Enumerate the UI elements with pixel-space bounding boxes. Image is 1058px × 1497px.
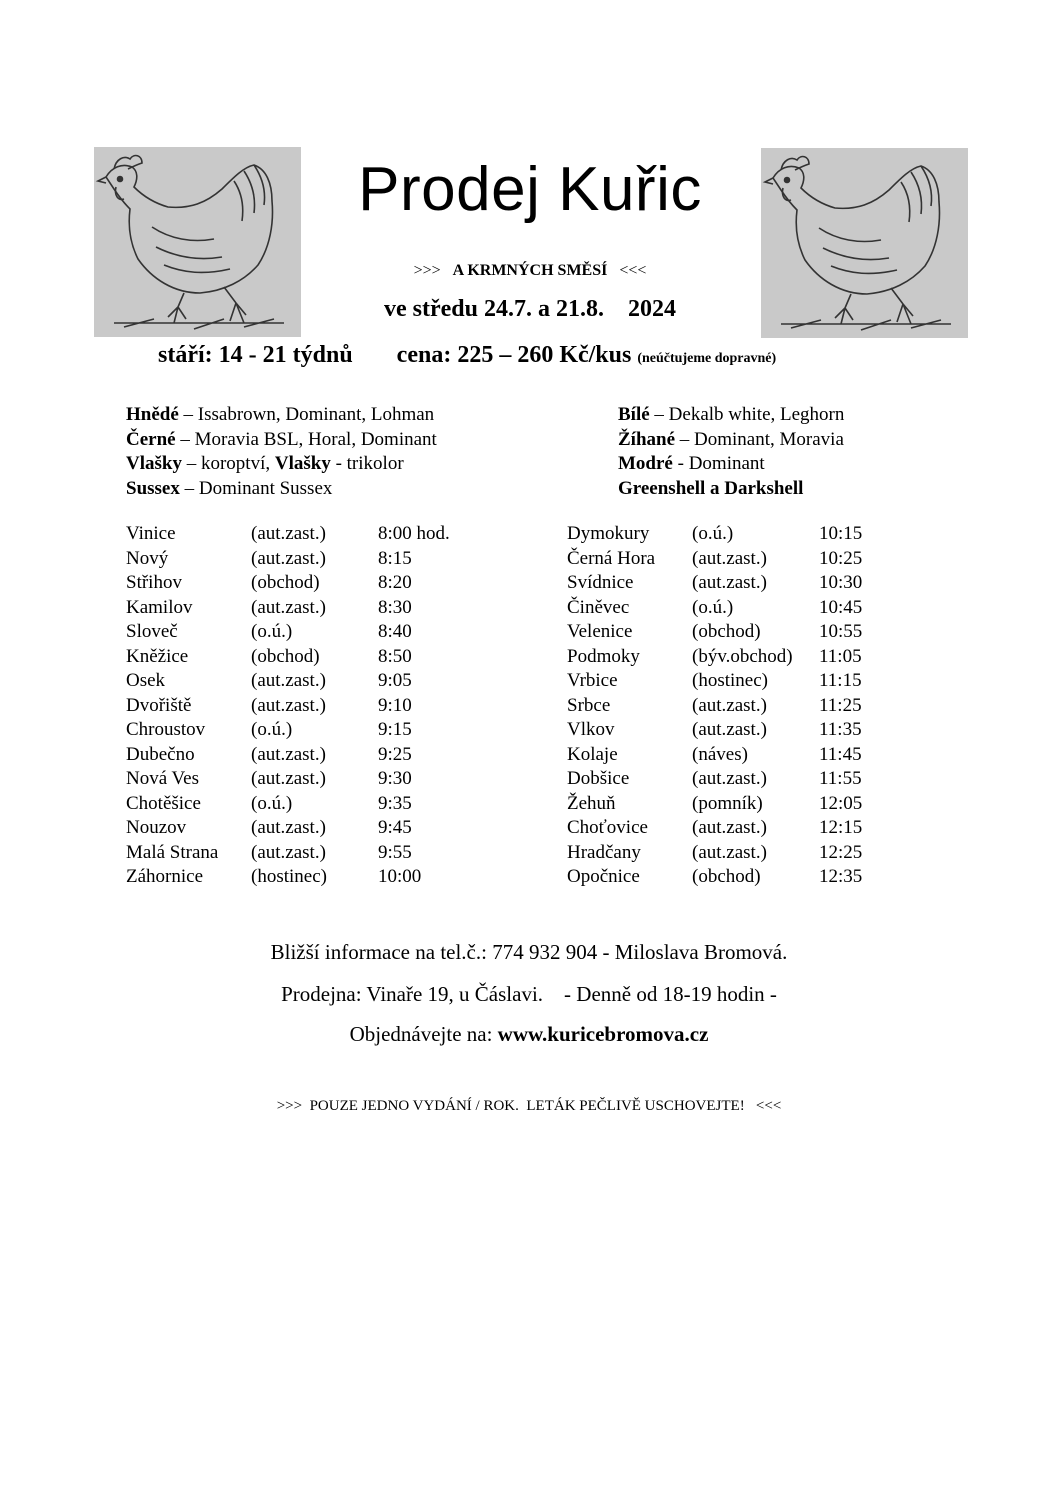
stop-location: (aut.zast.) (692, 841, 767, 863)
breed-row (618, 428, 844, 453)
stop-location: (aut.zast.) (251, 694, 326, 716)
stop-location: (obchod) (251, 645, 320, 667)
subtitle-text: A KRMNÝCH SMĚSÍ (452, 262, 608, 279)
stop-time: 8:15 (378, 547, 412, 569)
schedule-row (567, 669, 967, 694)
stop-place: Nový (126, 547, 169, 569)
stop-time: 10:15 (819, 523, 863, 544)
stop-place: Dvořiště (126, 694, 192, 716)
schedule-row (567, 571, 967, 596)
stop-place: Vrbice (567, 670, 618, 691)
breed-row (618, 452, 844, 477)
stop-location: (hostinec) (251, 866, 327, 887)
stop-place: Střihov (126, 572, 182, 593)
schedule-row (126, 718, 526, 743)
stop-place: Svídnice (567, 572, 634, 593)
schedule-row (567, 620, 967, 645)
stop-place: Žehuň (567, 792, 616, 814)
breed-separator: – (175, 428, 195, 450)
stop-time: 9:55 (378, 841, 412, 863)
breed-description: Dominant (688, 453, 765, 474)
schedule-row (126, 865, 526, 890)
breed-name: Žíhané (618, 428, 676, 450)
stop-location: (aut.zast.) (251, 670, 326, 691)
stop-location: (o.ú.) (251, 621, 293, 642)
hen-illustration-left (94, 147, 301, 337)
stop-time: 9:10 (378, 694, 412, 716)
schedule-row (126, 743, 526, 768)
stop-location: (náves) (692, 743, 748, 765)
stop-place: Dobšice (567, 768, 630, 789)
breed-name: Vlašky (274, 453, 331, 474)
stop-time: 8:20 (378, 572, 412, 593)
breed-row (126, 452, 437, 477)
sale-dates: ve středu 24.7. a 21.8. 2024 (384, 296, 676, 322)
stop-place: Záhornice (126, 866, 204, 887)
stop-location: (pomník) (692, 792, 763, 814)
schedule-row (126, 645, 526, 670)
stop-time: 8:00 hod. (378, 523, 450, 544)
stop-place: Činěvec (567, 596, 630, 618)
stop-location: (aut.zast.) (251, 523, 326, 544)
stop-location: (aut.zast.) (692, 572, 767, 593)
stop-place: Dymokury (567, 523, 650, 544)
schedule-row (126, 669, 526, 694)
stop-time: 8:50 (378, 645, 412, 667)
hen-icon (94, 147, 301, 337)
website-link[interactable]: www.kuricebromova.cz (497, 1022, 709, 1046)
schedule-row (126, 522, 526, 547)
stop-location: (hostinec) (692, 670, 768, 691)
breed-description: Dominant, Moravia (694, 428, 844, 450)
stop-place: Dubečno (126, 743, 195, 765)
order-info (0, 1022, 1058, 1047)
price-note: (neúčtujeme dopravné) (637, 351, 777, 366)
price-text: cena: 225 – 260 Kč/kus (396, 342, 632, 368)
hen-illustration-right (761, 148, 968, 338)
stop-place: Srbce (567, 694, 611, 716)
stop-location: (aut.zast.) (692, 547, 767, 569)
subtitle (300, 262, 760, 280)
stop-place: Opočnice (567, 866, 640, 887)
stop-location: (aut.zast.) (692, 817, 767, 838)
stop-place: Chroustov (126, 719, 206, 740)
stop-place: Chotěšice (126, 792, 201, 814)
stop-time: 11:35 (819, 719, 862, 740)
order-prefix: Objednávejte na: (349, 1022, 498, 1046)
stop-place: Osek (126, 670, 166, 691)
stop-location: (o.ú.) (692, 523, 734, 544)
stop-time: 12:15 (819, 817, 863, 838)
breed-name: Greenshell a Darkshell (618, 477, 804, 499)
stop-place: Kolaje (567, 743, 618, 765)
stop-place: Velenice (567, 621, 633, 642)
breeds-right (618, 403, 844, 501)
breed-name: Hnědé (126, 404, 179, 425)
stop-location: (o.ú.) (692, 596, 734, 618)
schedule-row (567, 792, 967, 817)
breed-row (126, 428, 437, 453)
schedule-row (567, 743, 967, 768)
phone-info: Bližší informace na tel.č.: 774 932 904 - Miloslava Bromová. (270, 940, 788, 964)
stop-time: 9:45 (378, 817, 412, 838)
breed-separator: – (649, 404, 669, 425)
stop-time: 10:55 (819, 621, 863, 642)
breeds-left (126, 403, 437, 501)
schedule-row (567, 547, 967, 572)
stop-time: 9:35 (378, 792, 412, 814)
breed-row (126, 403, 437, 428)
schedule-row (126, 694, 526, 719)
stop-place: Kněžice (126, 645, 189, 667)
breed-name: Vlašky (126, 453, 182, 474)
breed-description: - trikolor (330, 453, 404, 474)
schedule-row (126, 792, 526, 817)
stop-time: 10:45 (819, 596, 863, 618)
schedule-row (126, 547, 526, 572)
schedule-row (567, 841, 967, 866)
stop-time: 11:15 (819, 670, 862, 691)
schedule-row (567, 645, 967, 670)
breed-name: Bílé (618, 404, 650, 425)
stop-location: (býv.obchod) (692, 645, 793, 667)
stop-time: 10:30 (819, 572, 863, 593)
stop-location: (o.ú.) (251, 792, 293, 814)
stop-place: Hradčany (567, 841, 641, 863)
schedule-row (126, 841, 526, 866)
stop-time: 12:05 (819, 792, 863, 814)
stop-location: (aut.zast.) (251, 596, 326, 618)
stop-location: (o.ú.) (251, 719, 293, 740)
breed-description: koroptví, (200, 453, 275, 474)
stop-location: (obchod) (692, 621, 761, 642)
stop-time: 10:00 (378, 866, 422, 887)
stop-time: 9:25 (378, 743, 412, 765)
schedule-row (567, 596, 967, 621)
breed-description: Dominant Sussex (198, 477, 333, 499)
hen-icon (761, 148, 968, 338)
stop-time: 11:25 (819, 694, 862, 716)
schedule-row (126, 767, 526, 792)
stop-time: 11:45 (819, 743, 862, 765)
schedule-row (567, 767, 967, 792)
breed-name: Sussex (126, 477, 180, 499)
stop-location: (aut.zast.) (692, 768, 767, 789)
stop-location: (aut.zast.) (251, 817, 326, 838)
stop-time: 8:30 (378, 596, 412, 618)
schedule-right (567, 522, 967, 890)
stop-place: Vinice (126, 523, 176, 544)
breed-separator: – (178, 404, 198, 425)
subtitle-arrows-right: <<< (619, 262, 647, 279)
schedule-row (567, 522, 967, 547)
stop-time: 9:15 (378, 719, 412, 740)
stop-location: (aut.zast.) (251, 547, 326, 569)
schedule-row (126, 620, 526, 645)
age-price-line (120, 342, 980, 369)
breed-name: Modré (618, 453, 673, 474)
stop-time: 11:55 (819, 768, 862, 789)
breed-separator: – (179, 477, 199, 499)
breed-separator: - (672, 453, 689, 474)
breed-separator: – (181, 453, 201, 474)
footer-note: >>> POUZE JEDNO VYDÁNÍ / ROK. LETÁK PEČLIVĚ USCHOVEJTE! <<< (276, 1098, 782, 1114)
breed-row (618, 477, 844, 502)
schedule-row (567, 718, 967, 743)
breed-row (618, 403, 844, 428)
breed-description: Dekalb white, Leghorn (668, 404, 845, 425)
stop-place: Vlkov (567, 719, 615, 740)
stop-time: 10:25 (819, 547, 863, 569)
stop-place: Sloveč (126, 621, 178, 642)
breed-row (126, 477, 437, 502)
breed-name: Černé (126, 428, 176, 450)
stop-location: (aut.zast.) (251, 841, 326, 863)
stop-place: Černá Hora (567, 547, 656, 569)
stop-time: 11:05 (819, 645, 862, 667)
stop-time: 9:05 (378, 670, 412, 691)
stop-place: Nová Ves (126, 768, 200, 789)
stop-location: (aut.zast.) (251, 768, 326, 789)
stop-location: (aut.zast.) (692, 719, 767, 740)
stop-location: (aut.zast.) (692, 694, 767, 716)
schedule-row (126, 571, 526, 596)
schedule-row (126, 596, 526, 621)
stop-location: (obchod) (251, 572, 320, 593)
breed-description: Moravia BSL, Horal, Dominant (194, 428, 437, 450)
stop-time: 8:40 (378, 621, 412, 642)
breed-separator: – (675, 428, 695, 450)
stop-place: Malá Strana (126, 841, 219, 863)
shop-info: Prodejna: Vinaře 19, u Čáslavi. - Denně od 18-19 hodin - (281, 982, 777, 1006)
stop-location: (obchod) (692, 866, 761, 887)
stop-place: Kamilov (126, 596, 193, 618)
stop-location: (aut.zast.) (251, 743, 326, 765)
stop-time: 12:35 (819, 866, 863, 887)
stop-time: 12:25 (819, 841, 863, 863)
schedule-row (567, 816, 967, 841)
stop-place: Podmoky (567, 645, 640, 667)
page-title: Prodej Kuřic (358, 155, 702, 224)
schedule-row (126, 816, 526, 841)
stop-time: 9:30 (378, 768, 412, 789)
subtitle-arrows-left: >>> (413, 262, 441, 279)
stop-place: Choťovice (567, 817, 648, 838)
schedule-left (126, 522, 526, 890)
schedule-row (567, 694, 967, 719)
breed-description: Issabrown, Dominant, Lohman (197, 404, 435, 425)
schedule-row (567, 865, 967, 890)
age-text: stáří: 14 - 21 týdnů (158, 342, 353, 368)
stop-place: Nouzov (126, 817, 187, 838)
